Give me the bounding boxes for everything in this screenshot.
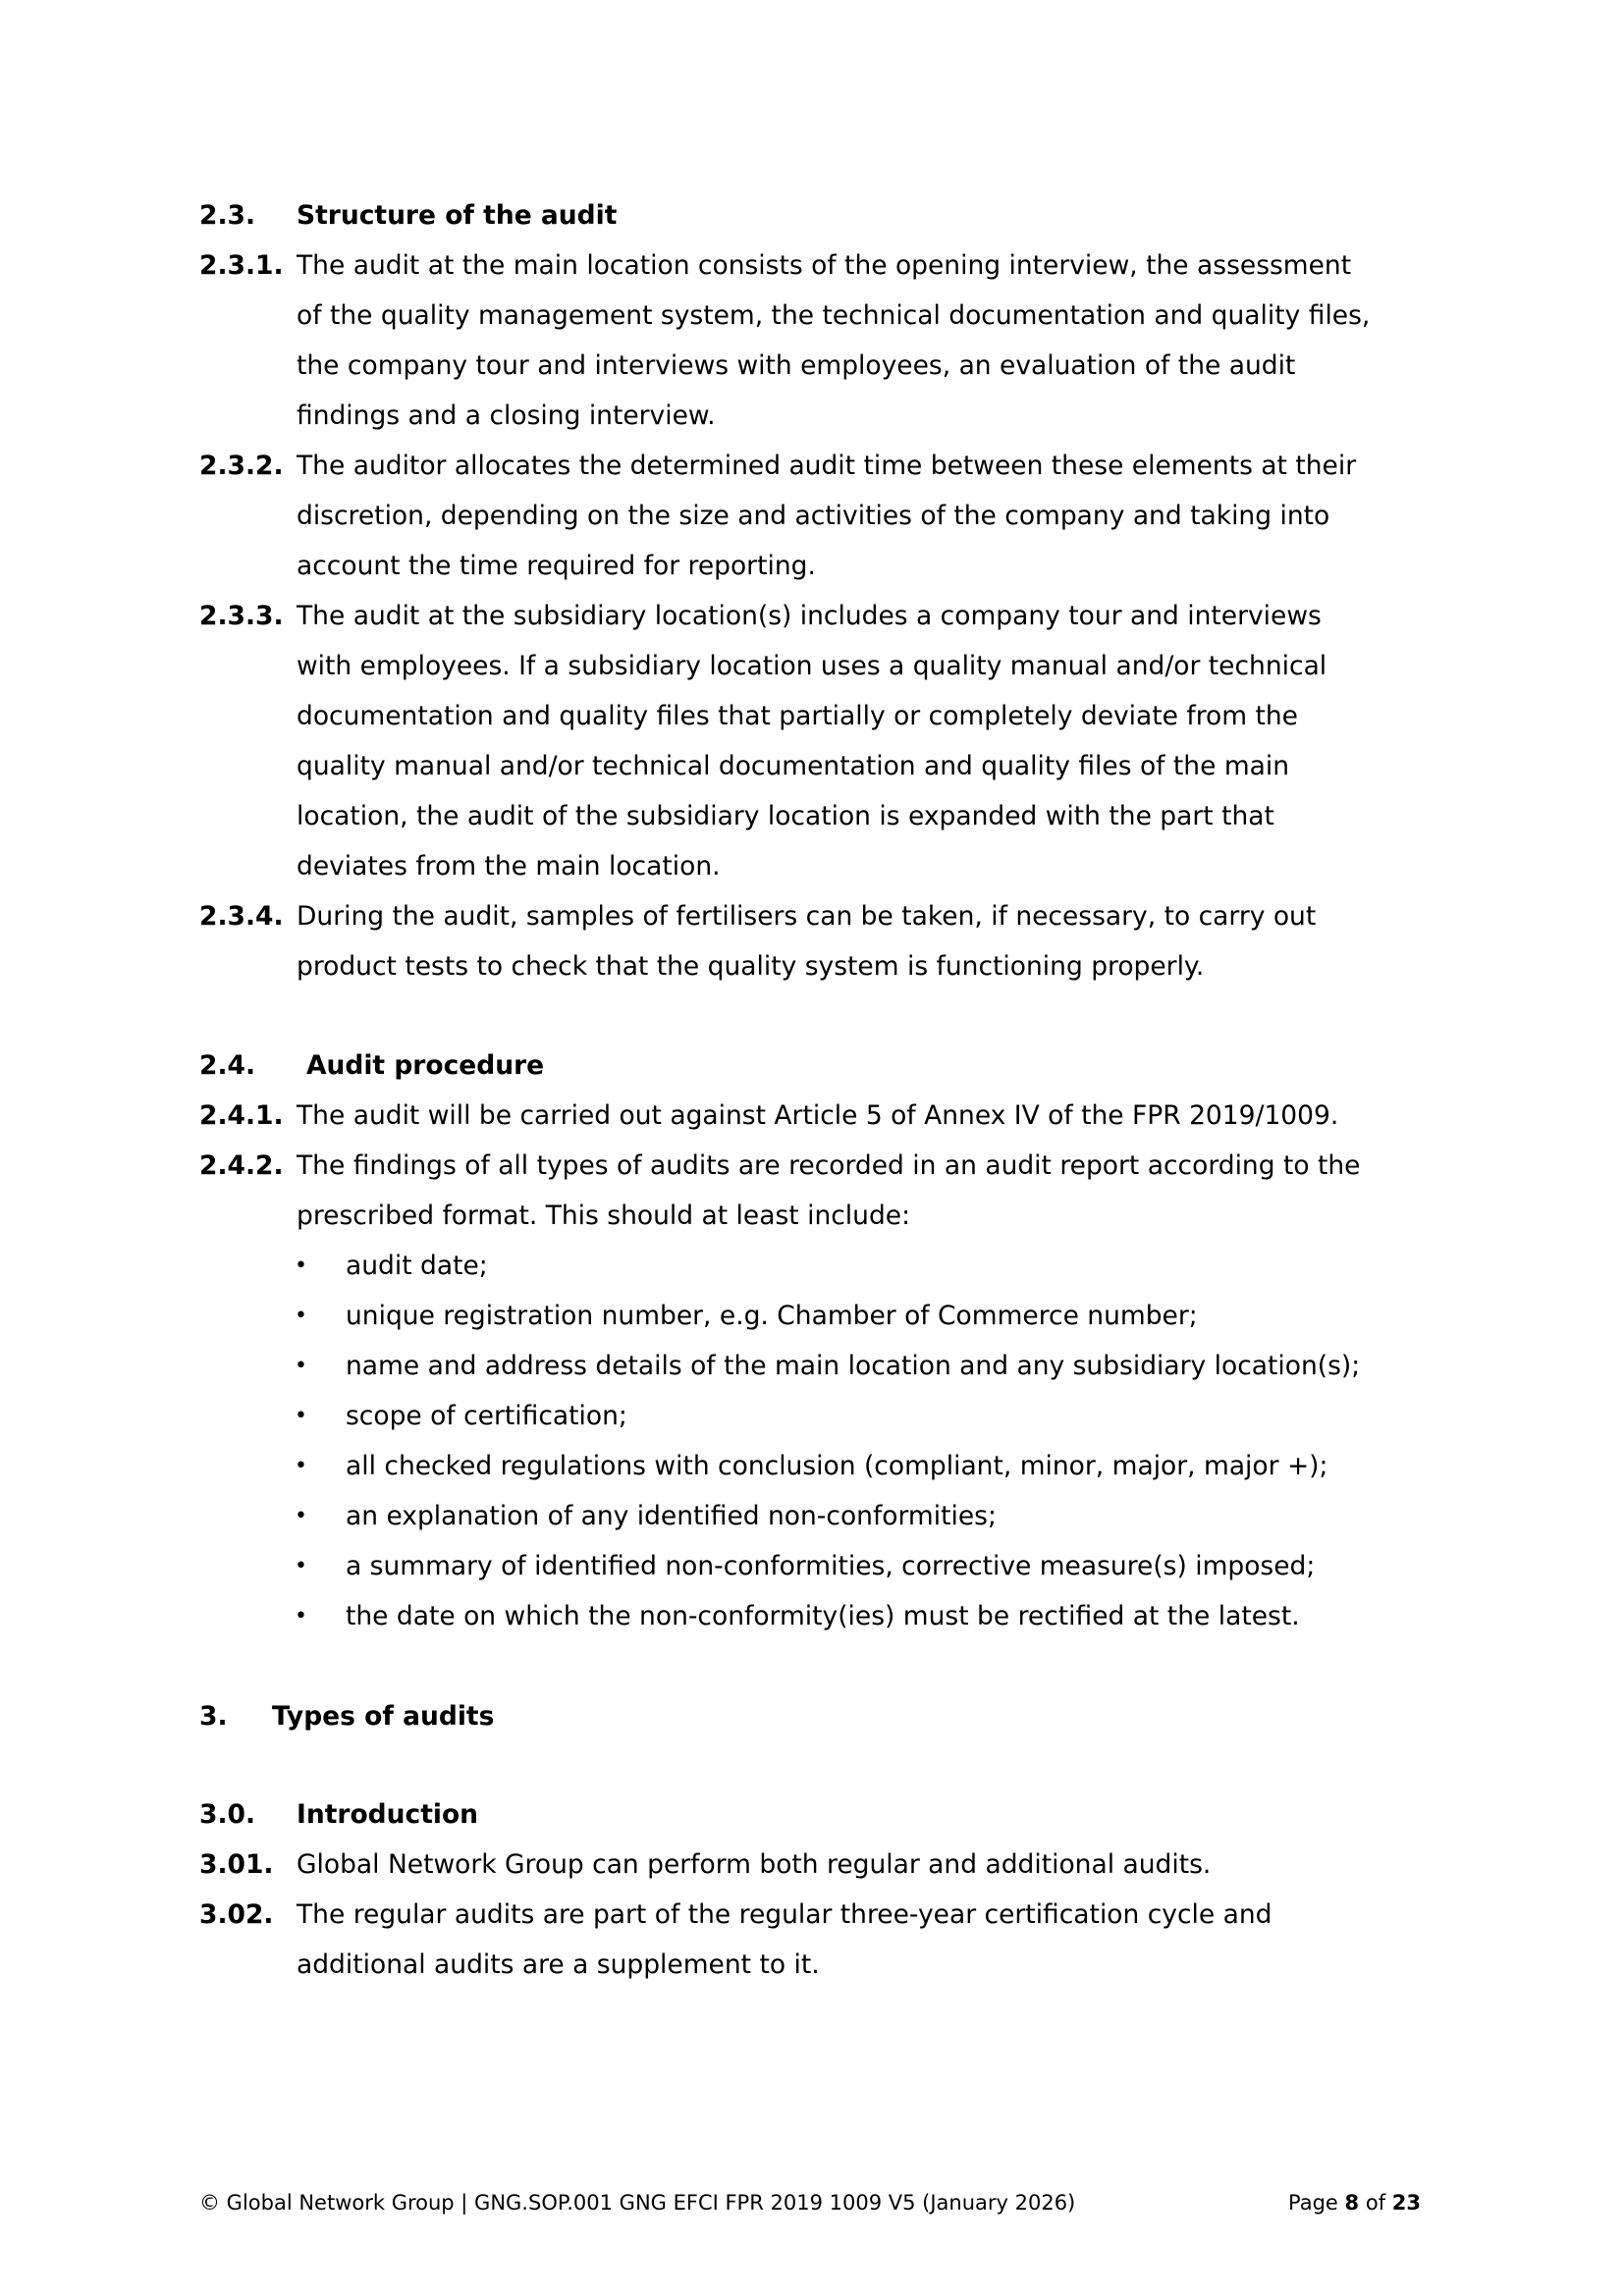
bullet-icon: •	[295, 1404, 307, 1428]
section-heading-2-3	[0, 190, 1624, 240]
bullet-text: the date on which the non-conformity(ies) must be rectified at the latest.	[346, 1601, 1300, 1631]
clause-3-02-continued	[0, 1940, 1624, 1990]
clause-text-line: The audit at the subsidiary location(s) includes a company tour and interviews	[297, 601, 1322, 631]
clause-number: 3.01.	[199, 1849, 274, 1880]
clause-number: 2.4.1.	[199, 1100, 284, 1131]
clause-2-3-4-continued	[0, 941, 1624, 991]
footer-copyright: © Global Network Group | GNG.SOP.001 GNG EFCI FPR 2019 1009 V5 (January 2026)	[199, 2191, 1076, 2215]
section-heading-3	[0, 1691, 1624, 1741]
clause-text-line: account the time required for reporting.	[297, 551, 816, 581]
section-heading-2-4	[0, 1041, 1624, 1091]
clause-2-3-3-continued	[0, 691, 1624, 741]
clause-text-line: the company tour and interviews with employees, an evaluation of the audit	[297, 350, 1296, 381]
bullet-list-item	[0, 1491, 1624, 1541]
bullet-list-item	[0, 1291, 1624, 1341]
footer-page-number	[1288, 2183, 1421, 2222]
bullet-icon: •	[295, 1454, 307, 1478]
clause-text-line: The audit at the main location consists of the opening interview, the assessment	[297, 250, 1352, 281]
bullet-icon: •	[295, 1254, 307, 1278]
clause-text-line: documentation and quality files that partially or completely deviate from the	[297, 701, 1298, 731]
clause-3-02	[0, 1890, 1624, 1940]
bullet-text: name and address details of the main location and any subsidiary location(s);	[346, 1351, 1361, 1381]
clause-number: 2.3.1.	[199, 250, 284, 281]
section-number: 2.3.	[199, 200, 256, 231]
clause-2-3-3-continued	[0, 641, 1624, 691]
bullet-list-item	[0, 1341, 1624, 1391]
page-of: of	[1365, 2191, 1386, 2215]
bullet-text: all checked regulations with conclusion (compliant, minor, major, major +);	[346, 1451, 1328, 1481]
bullet-list-item	[0, 1241, 1624, 1291]
clause-2-3-3	[0, 591, 1624, 641]
clause-number: 2.3.4.	[199, 901, 284, 932]
bullet-icon: •	[295, 1554, 307, 1578]
clause-text-line: findings and a closing interview.	[297, 400, 716, 431]
clause-text-line: The findings of all types of audits are recorded in an audit report according to the	[297, 1150, 1361, 1181]
clause-2-3-1-continued	[0, 291, 1624, 341]
clause-2-3-3-continued	[0, 841, 1624, 891]
clause-text-line: Global Network Group can perform both regular and additional audits.	[297, 1849, 1212, 1880]
clause-2-3-1-continued	[0, 341, 1624, 391]
bullet-icon: •	[295, 1604, 307, 1629]
section-number: 2.4.	[199, 1050, 256, 1081]
section-title: Audit procedure	[306, 1050, 545, 1081]
bullet-text: audit date;	[346, 1251, 488, 1281]
section-heading-3-0	[0, 1789, 1624, 1840]
section-title: Introduction	[297, 1799, 479, 1830]
clause-2-3-1	[0, 240, 1624, 291]
clause-2-3-3-continued	[0, 741, 1624, 791]
clause-2-4-2	[0, 1141, 1624, 1191]
bullet-list-item	[0, 1441, 1624, 1491]
section-title: Structure of the audit	[297, 200, 618, 231]
clause-2-4-1	[0, 1091, 1624, 1141]
clause-2-4-2-continued	[0, 1191, 1624, 1241]
bullet-icon: •	[295, 1354, 307, 1378]
clause-text-line: During the audit, samples of fertilisers can be taken, if necessary, to carry out	[297, 901, 1317, 932]
clause-2-3-1-continued	[0, 391, 1624, 441]
bullet-text: unique registration number, e.g. Chamber of Commerce number;	[346, 1301, 1198, 1331]
clause-number: 2.3.3.	[199, 601, 284, 631]
clause-text-line: with employees. If a subsidiary location uses a quality manual and/or technical	[297, 651, 1327, 681]
clause-text-line: discretion, depending on the size and activities of the company and taking into	[297, 501, 1330, 531]
clause-2-3-2-continued	[0, 541, 1624, 591]
bullet-text: an explanation of any identified non-conformities;	[346, 1501, 997, 1531]
section-number: 3.	[199, 1701, 228, 1732]
bullet-icon: •	[295, 1504, 307, 1528]
bullet-icon: •	[295, 1304, 307, 1328]
clause-text-line: The regular audits are part of the regular three-year certification cycle and	[297, 1899, 1272, 1930]
bullet-list-item	[0, 1591, 1624, 1641]
clause-3-01	[0, 1840, 1624, 1890]
clause-2-3-2-continued	[0, 491, 1624, 541]
clause-text-line: of the quality management system, the technical documentation and quality files,	[297, 300, 1371, 331]
clause-number: 3.02.	[199, 1899, 274, 1930]
clause-text-line: prescribed format. This should at least include:	[297, 1201, 911, 1231]
bullet-text: a summary of identified non-conformities, corrective measure(s) imposed;	[346, 1551, 1316, 1581]
clause-2-3-4	[0, 891, 1624, 941]
clause-text-line: deviates from the main location.	[297, 851, 721, 881]
clause-text-line: The audit will be carried out against Article 5 of Annex IV of the FPR 2019/1009.	[297, 1100, 1339, 1131]
bullet-list-item	[0, 1541, 1624, 1591]
clause-text-line: location, the audit of the subsidiary location is expanded with the part that	[297, 801, 1274, 831]
clause-text-line: The auditor allocates the determined audit time between these elements at their	[297, 451, 1357, 481]
clause-number: 2.4.2.	[199, 1150, 284, 1181]
page-total: 23	[1391, 2191, 1422, 2215]
bullet-list-item	[0, 1391, 1624, 1441]
clause-number: 2.3.2.	[199, 451, 284, 481]
clause-text-line: product tests to check that the quality system is functioning properly.	[297, 951, 1205, 982]
clause-text-line: additional audits are a supplement to it.	[297, 1949, 820, 1980]
section-number: 3.0.	[199, 1799, 256, 1830]
bullet-text: scope of certification;	[346, 1401, 627, 1431]
clause-2-3-3-continued	[0, 791, 1624, 841]
page-current: 8	[1344, 2191, 1360, 2215]
clause-text-line: quality manual and/or technical documentation and quality files of the main	[297, 751, 1290, 781]
page-label: Page	[1288, 2191, 1338, 2215]
section-title: Types of audits	[272, 1701, 495, 1732]
clause-2-3-2	[0, 441, 1624, 491]
